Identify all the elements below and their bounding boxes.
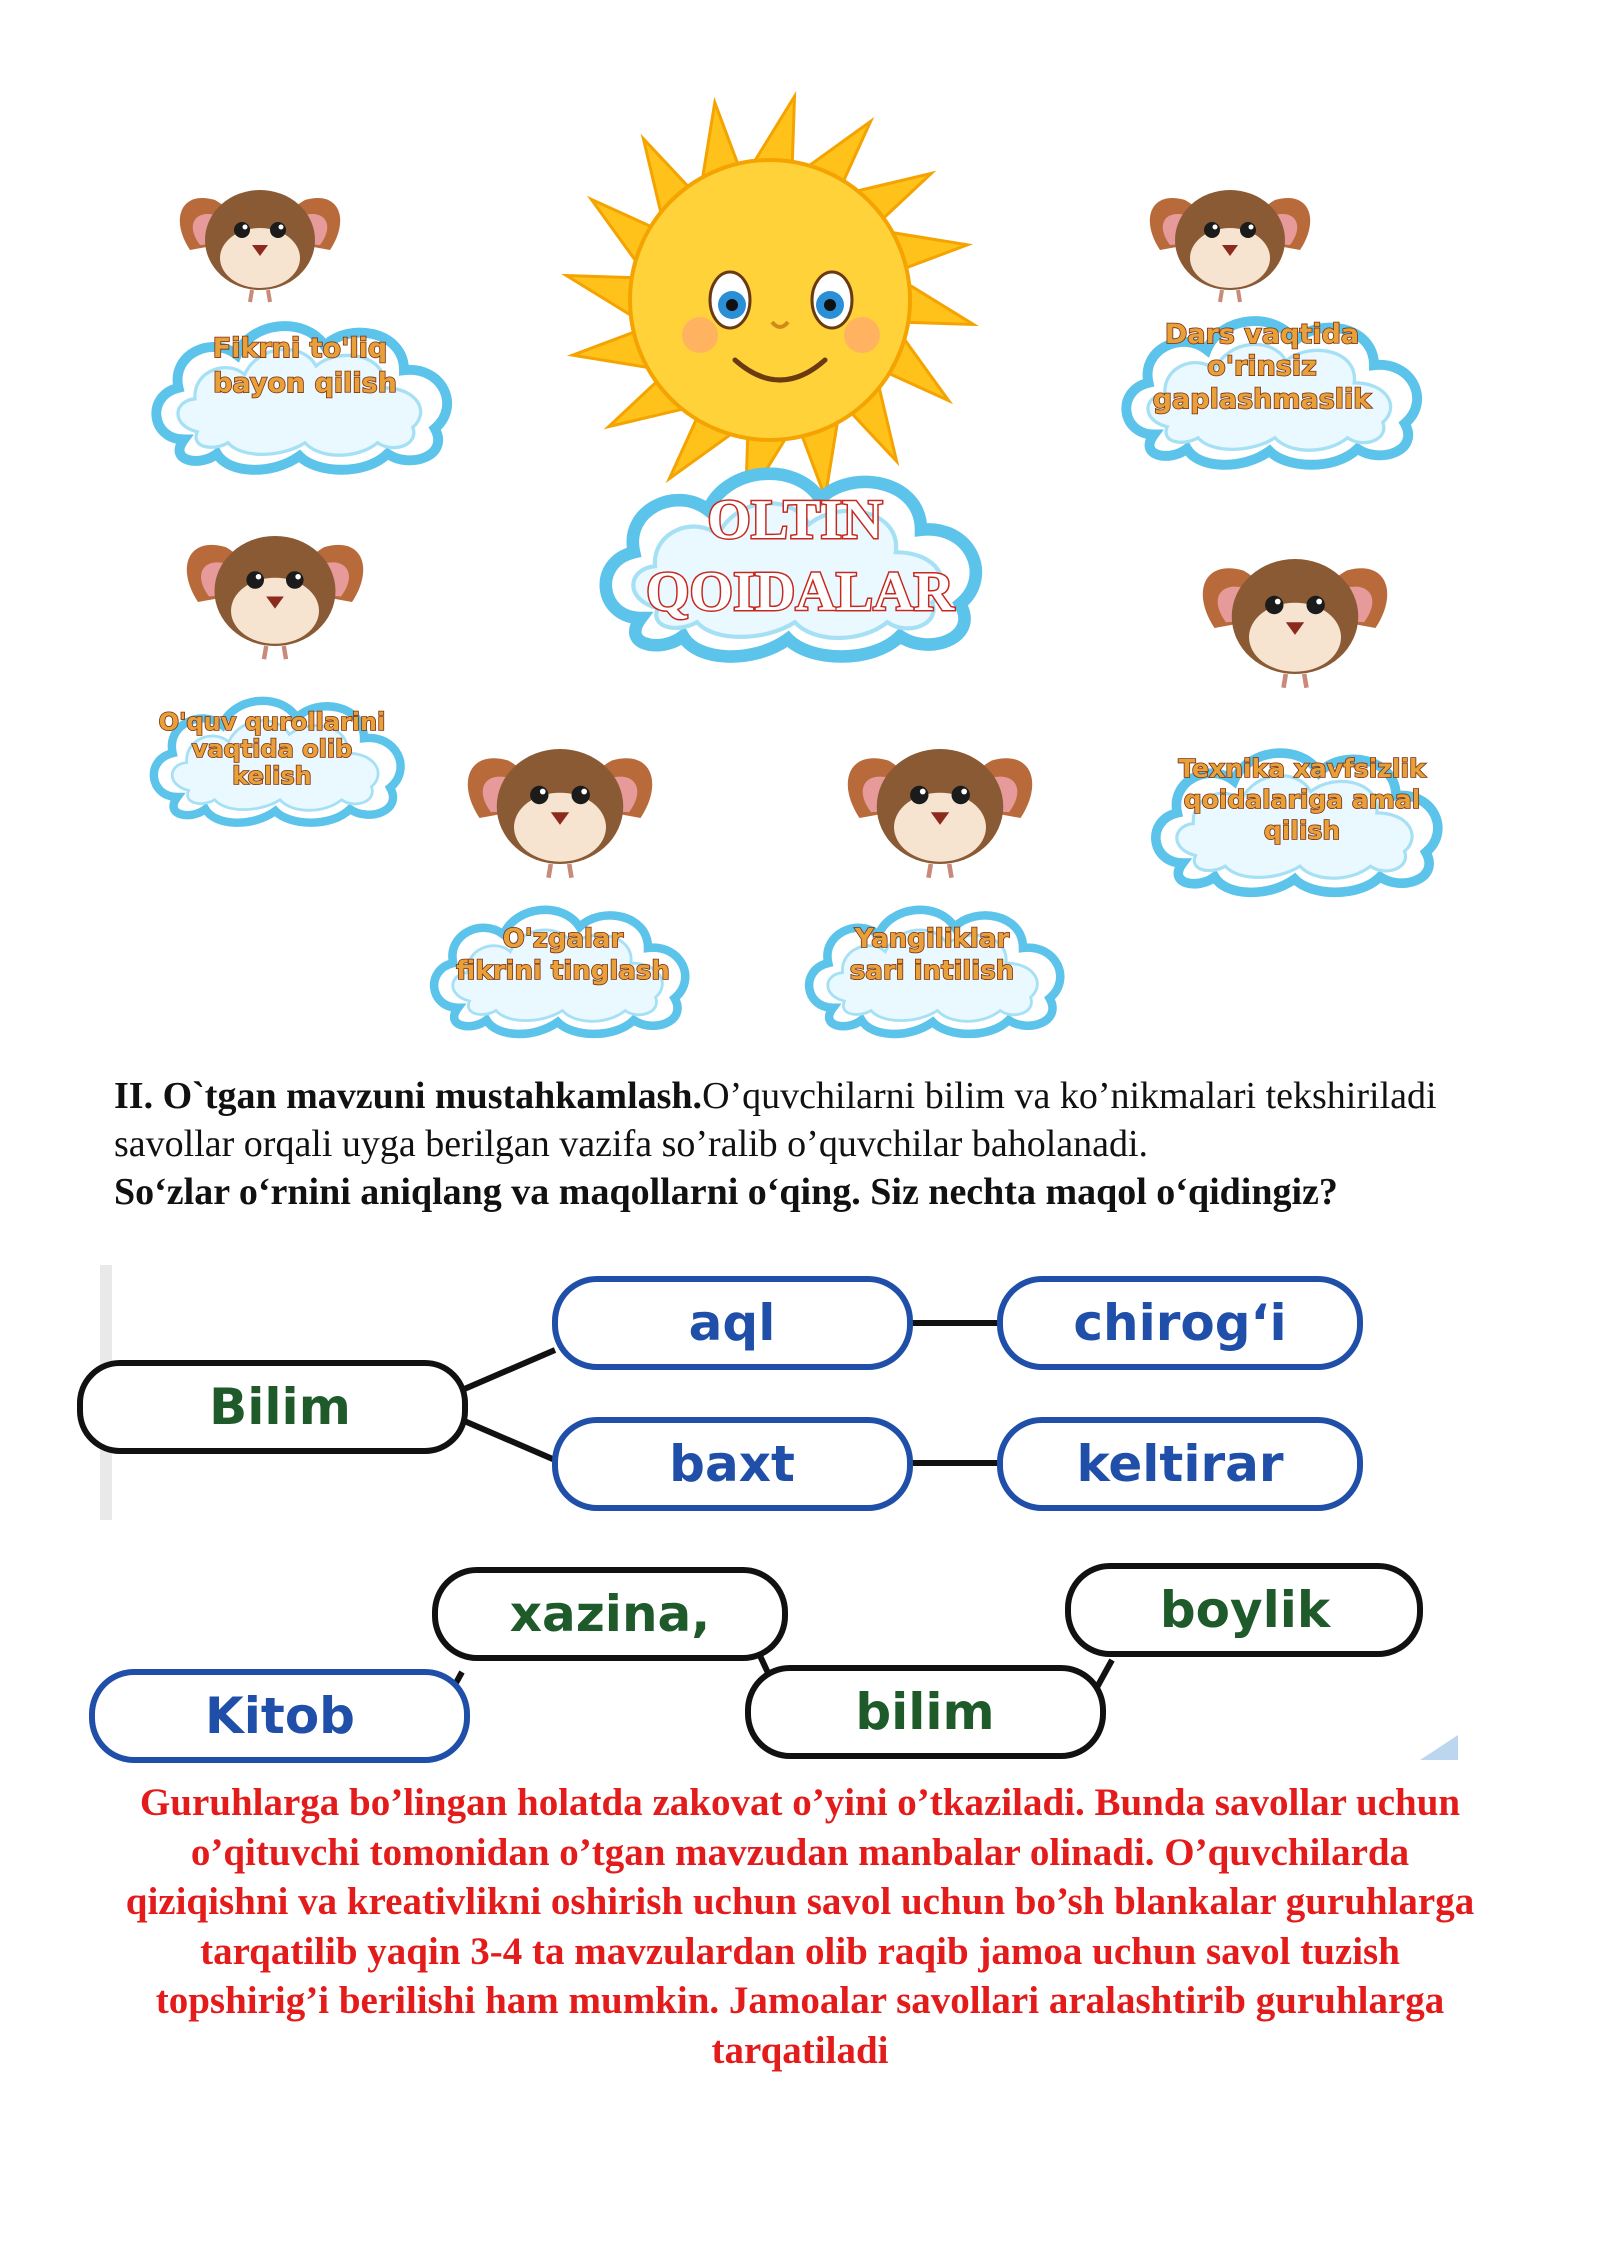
section-body: O’quvchilarni bilim va ko’nikmalari tekshiriladi savollar orqali uyga berilgan vazifa so’ralib o’quvchilar baholanadi. — [114, 1075, 1437, 1165]
rule-card-5 — [434, 749, 685, 1034]
activity-paragraph: Guruhlarga bo’lingan holatda zakovat o’yini o’tkaziladi. Bunda savollar uchun o’qituvchi tomonidan o’tgan mavzudan manbalar olinadi. O’quvchilarda qiziqishni va kreativlikni oshirish uchun savol uchun bo’sh blankalar guruhlarga tarqatilib yaqin 3-4 ta mavzulardan olib raqib jamoa uchun savol tuzish topshirig’i berilishi ham mumkin. Jamoalar savollari aralashtirib guruhlarga tarqatiladi — [125, 1781, 1475, 2072]
rule-6-line2: sari intilish — [849, 956, 1015, 986]
rule-5-line1: O'zgalar — [502, 924, 624, 954]
sparrow-icon — [848, 749, 1032, 878]
sun-icon — [567, 97, 974, 504]
title-cloud — [606, 474, 976, 657]
rule-card-6 — [809, 749, 1060, 1034]
rule-4-line3: qilish — [1263, 816, 1341, 845]
pill-keltirar-label: keltirar — [1076, 1435, 1284, 1493]
rule-3-line1: O'quv qurollarini — [158, 708, 386, 736]
rule-card-4 — [1156, 559, 1438, 892]
sparrow-icon — [180, 190, 340, 302]
pill-kitob — [92, 1672, 467, 1760]
poster-title-line2: QOIDALAR — [645, 561, 955, 623]
sparrow-icon — [187, 536, 363, 659]
proverb-diagram-1 — [0, 1265, 1600, 1520]
golden-rules-poster — [0, 0, 1600, 1060]
rule-4-line2: qoidalariga amal — [1183, 785, 1421, 814]
rule-card-2 — [1126, 190, 1417, 465]
sparrow-icon — [468, 749, 652, 878]
lesson-text — [114, 1072, 1514, 1216]
pill-boylik — [1068, 1566, 1420, 1654]
rule-card-3 — [154, 536, 401, 823]
rule-2-line2: o'rinsiz — [1207, 351, 1317, 382]
pill-kitob-label: Kitob — [205, 1687, 355, 1745]
pill-chirogi-label: chirog‘i — [1073, 1294, 1287, 1352]
sparrow-icon — [1203, 559, 1387, 688]
pill-baxt — [555, 1420, 910, 1508]
pill-xazina — [435, 1570, 785, 1658]
pill-chirogi — [1000, 1279, 1360, 1367]
rule-2-line1: Dars vaqtida — [1164, 319, 1360, 350]
pill-baxt-label: baxt — [669, 1435, 795, 1493]
rule-3-line3: kelish — [232, 762, 312, 790]
rule-2-line3: gaplashmaslik — [1152, 384, 1372, 415]
pill-keltirar — [1000, 1420, 1360, 1508]
rule-5-line2: fikrini tinglash — [456, 956, 670, 986]
rule-card-1 — [156, 190, 447, 470]
pill-aql — [555, 1279, 910, 1367]
task-instruction: So‘zlar o‘rnini aniqlang va maqollarni o‘qing. Siz nechta maqol o‘qidingiz? — [114, 1171, 1338, 1213]
section-heading: II. O`tgan mavzuni mustahkamlash. — [114, 1075, 703, 1117]
rule-6-line1: Yangiliklar — [854, 924, 1010, 954]
pill-aql-label: aql — [688, 1294, 776, 1352]
rule-3-line2: vaqtida olib — [191, 735, 353, 763]
pill-boylik-label: boylik — [1159, 1581, 1331, 1639]
section-paragraph — [114, 1072, 1514, 1168]
pill-bilim-2-label: bilim — [855, 1683, 995, 1741]
pill-xazina-label: xazina, — [509, 1585, 711, 1643]
rule-4-line1: Texnika xavfsizlik — [1178, 754, 1426, 783]
proverb-diagram-2 — [0, 1560, 1600, 1770]
rule-1-line2: bayon qilish — [213, 368, 397, 399]
sparrow-icon — [1150, 190, 1310, 302]
pill-bilim-2 — [748, 1668, 1103, 1756]
pill-bilim — [80, 1363, 465, 1451]
rule-1-line1: Fikrni to'liq — [212, 333, 388, 364]
poster-title-line1: OLTIN — [707, 489, 883, 551]
pill-bilim-label: Bilim — [209, 1378, 351, 1436]
